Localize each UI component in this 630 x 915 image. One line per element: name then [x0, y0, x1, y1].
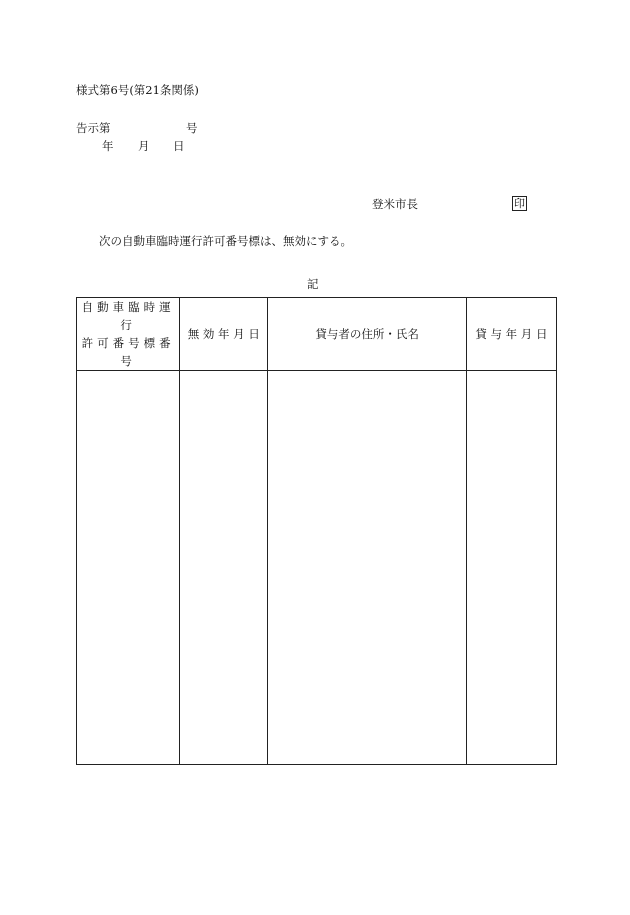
issuer-title: 登米市長: [372, 197, 418, 211]
notice-body-text: 次の自動車臨時運行許可番号標は、無効にする。: [99, 234, 352, 248]
column-header-invalidation-date: [180, 298, 268, 371]
column-header-plate-number-line1: 自動車臨時運行: [81, 300, 175, 332]
column-header-plate-number: [77, 298, 180, 371]
table-cell-invalidation-date: [180, 371, 268, 765]
column-header-invalidation-date-label: 無 効 年 月 日: [187, 327, 260, 341]
seal-mark: 印: [514, 197, 525, 210]
date-day-label: 日: [173, 139, 185, 153]
column-header-plate-number-line2: 許可番号標番号: [81, 336, 175, 368]
form-number: 様式第6号(第21条関係): [76, 83, 199, 97]
records-table: [76, 297, 557, 765]
table-row: [77, 371, 557, 765]
column-header-lender-address-name: [268, 298, 466, 371]
record-heading: 記: [307, 277, 319, 291]
table-cell-lending-date: [466, 371, 556, 765]
table-cell-lender-address-name: [268, 371, 466, 765]
table-cell-plate-number: [77, 371, 180, 765]
notice-number-suffix: 号: [186, 121, 198, 135]
table-header-row: [77, 298, 557, 371]
date-year-label: 年: [102, 139, 114, 153]
date-month-label: 月: [138, 139, 150, 153]
column-header-lending-date: [466, 298, 556, 371]
notice-number-prefix: 告示第: [76, 121, 111, 135]
column-header-lending-date-label: 貸 与 年 月 日: [475, 327, 548, 341]
column-header-lender-address-name-label: 貸与者の住所・氏名: [315, 327, 419, 341]
